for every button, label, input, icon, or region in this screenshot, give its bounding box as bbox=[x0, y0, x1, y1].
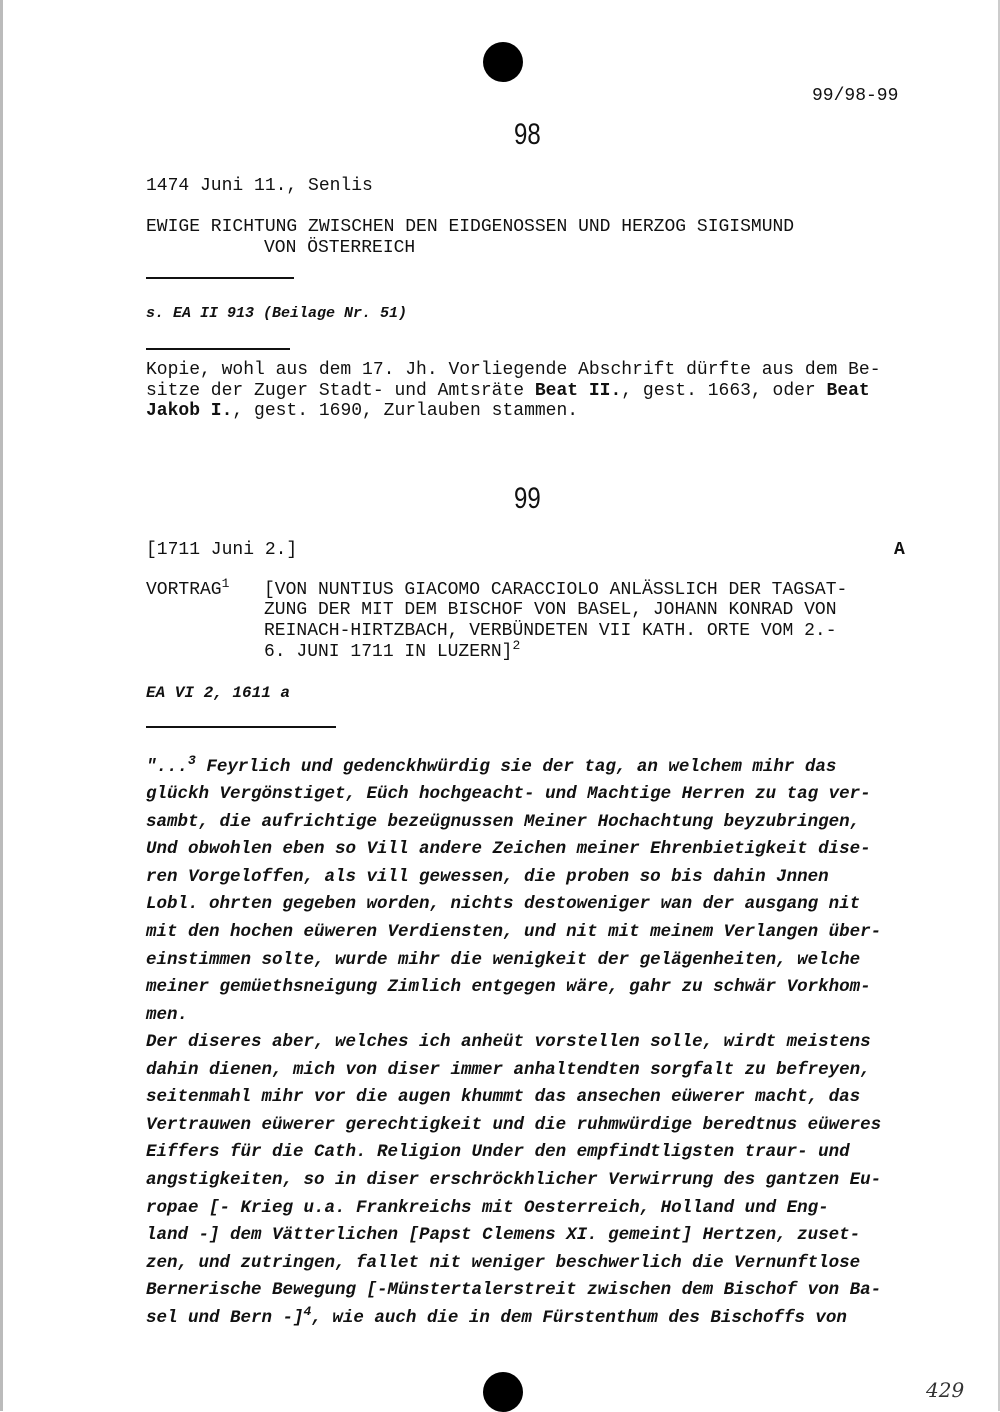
doc98-title-line2: VON ÖSTERREICH bbox=[264, 238, 416, 258]
text-line-3: sambt, die aufrichtige bezeügnussen Meiner Hochachtung beyzubringen, bbox=[146, 812, 861, 832]
document-number-99: 99 bbox=[514, 482, 541, 515]
doc99-title-line2: ZUNG DER MIT DEM BISCHOF VON BASEL, JOHANN KONRAD VON bbox=[264, 600, 837, 620]
text-line-18: land -] dem Vätterlichen [Papst Clemens XI. gemeint] Hertzen, zuset- bbox=[146, 1225, 861, 1245]
text-line-21: sel und Bern -]$^4$, wie auch die in dem Fürstenthum des Bischoffs von bbox=[146, 1304, 847, 1328]
text-line-6: Lobl. ohrten gegeben worden, nichts destoweniger wan der ausgang nit bbox=[146, 894, 861, 914]
text-line-10: men. bbox=[146, 1005, 189, 1025]
document-number-98: 98 bbox=[514, 118, 541, 151]
text-line-11: Der diseres aber, welches ich anheüt vorstellen solle, wirdt meistens bbox=[146, 1032, 871, 1052]
doc99-title-line3: REINACH-HIRTZBACH, VERBÜNDETEN VII KATH. ORTE VOM 2.- bbox=[264, 621, 837, 641]
doc98-date: 1474 Juni 11., Senlis bbox=[146, 176, 373, 196]
doc99-vortrag-label: VORTRAG$^1$ bbox=[146, 576, 230, 600]
text-line-1: "...$^3$ Feyrlich und gedenckhwürdig sie der tag, an welchem mihr das bbox=[146, 753, 837, 777]
doc98-note-line3: Jakob I., gest. 1690, Zurlauben stammen. bbox=[146, 401, 579, 421]
doc98-source: s. EA II 913 (Beilage Nr. 51) bbox=[146, 305, 408, 322]
document-reference: 99/98-99 bbox=[812, 86, 899, 106]
text-line-5: ren Vorgeloffen, als vill gewessen, die proben so bis dahin Jnnen bbox=[146, 867, 829, 887]
text-line-4: Und obwohlen eben so Vill andere Zeichen meiner Ehrenbietigkeit dise- bbox=[146, 839, 871, 859]
text-line-7: mit den hochen eüweren Verdiensten, und nit mit meinem Verlangen über- bbox=[146, 922, 882, 942]
doc99-source: EA VI 2, 1611 a bbox=[146, 684, 291, 702]
doc98-note-line2: sitze der Zuger Stadt- und Amtsräte Beat II., gest. 1663, oder Beat bbox=[146, 381, 870, 401]
text-line-2: glückh Vergönstiget, Eüch hochgeacht- und Machtige Herren zu tag ver- bbox=[146, 784, 871, 804]
doc99-title-line1: [VON NUNTIUS GIACOMO CARACCIOLO ANLÄSSLICH DER TAGSAT- bbox=[264, 580, 848, 600]
text-line-9: meiner gemüethsneigung Zimlich entgegen wäre, gahr zu schwär Vorkhom- bbox=[146, 977, 871, 997]
divider bbox=[146, 726, 336, 728]
text-line-16: angstigkeiten, so in diser erschröckhlicher Verwirrung des gantzen Eu- bbox=[146, 1170, 882, 1190]
doc99-version-letter: A bbox=[894, 540, 905, 560]
scan-left-edge bbox=[0, 0, 3, 1411]
doc98-title-line1: EWIGE RICHTUNG ZWISCHEN DEN EIDGENOSSEN UND HERZOG SIGISMUND bbox=[146, 217, 795, 237]
text-line-14: Vertrauwen eüwerer gerechtigkeit und die ruhmwürdige beredtnus eüweres bbox=[146, 1115, 882, 1135]
text-line-15: Eiffers für die Cath. Religion Under den empfindtligsten traur- und bbox=[146, 1142, 850, 1162]
text-line-17: ropae [- Krieg u.a. Frankreichs mit Oesterreich, Holland und Eng- bbox=[146, 1198, 829, 1218]
text-line-12: dahin dienen, mich von diser immer anhaltendten sorgfalt zu befreyen, bbox=[146, 1060, 871, 1080]
text-line-8: einstimmen solte, wurde mihr die wenigkeit der gelägenheiten, welche bbox=[146, 950, 861, 970]
doc99-date: [1711 Juni 2.] bbox=[146, 540, 298, 560]
punch-hole-top bbox=[483, 42, 523, 82]
text-line-20: Bernerische Bewegung [-Münstertalerstreit zwischen dem Bischof von Ba- bbox=[146, 1280, 882, 1300]
handwritten-page-number: 429 bbox=[926, 1378, 965, 1402]
doc98-note-line1: Kopie, wohl aus dem 17. Jh. Vorliegende Abschrift dürfte aus dem Be- bbox=[146, 360, 881, 380]
doc99-title-line4: 6. JUNI 1711 IN LUZERN]$^2$ bbox=[264, 638, 521, 662]
text-line-19: zen, und zutringen, fallet nit weniger beschwerlich die Vernunftlose bbox=[146, 1253, 861, 1273]
divider bbox=[146, 348, 290, 350]
text-line-13: seitenmahl mihr vor die augen khummt das ansechen eüwerer macht, das bbox=[146, 1087, 861, 1107]
punch-hole-bottom bbox=[483, 1372, 523, 1412]
divider bbox=[146, 277, 294, 279]
